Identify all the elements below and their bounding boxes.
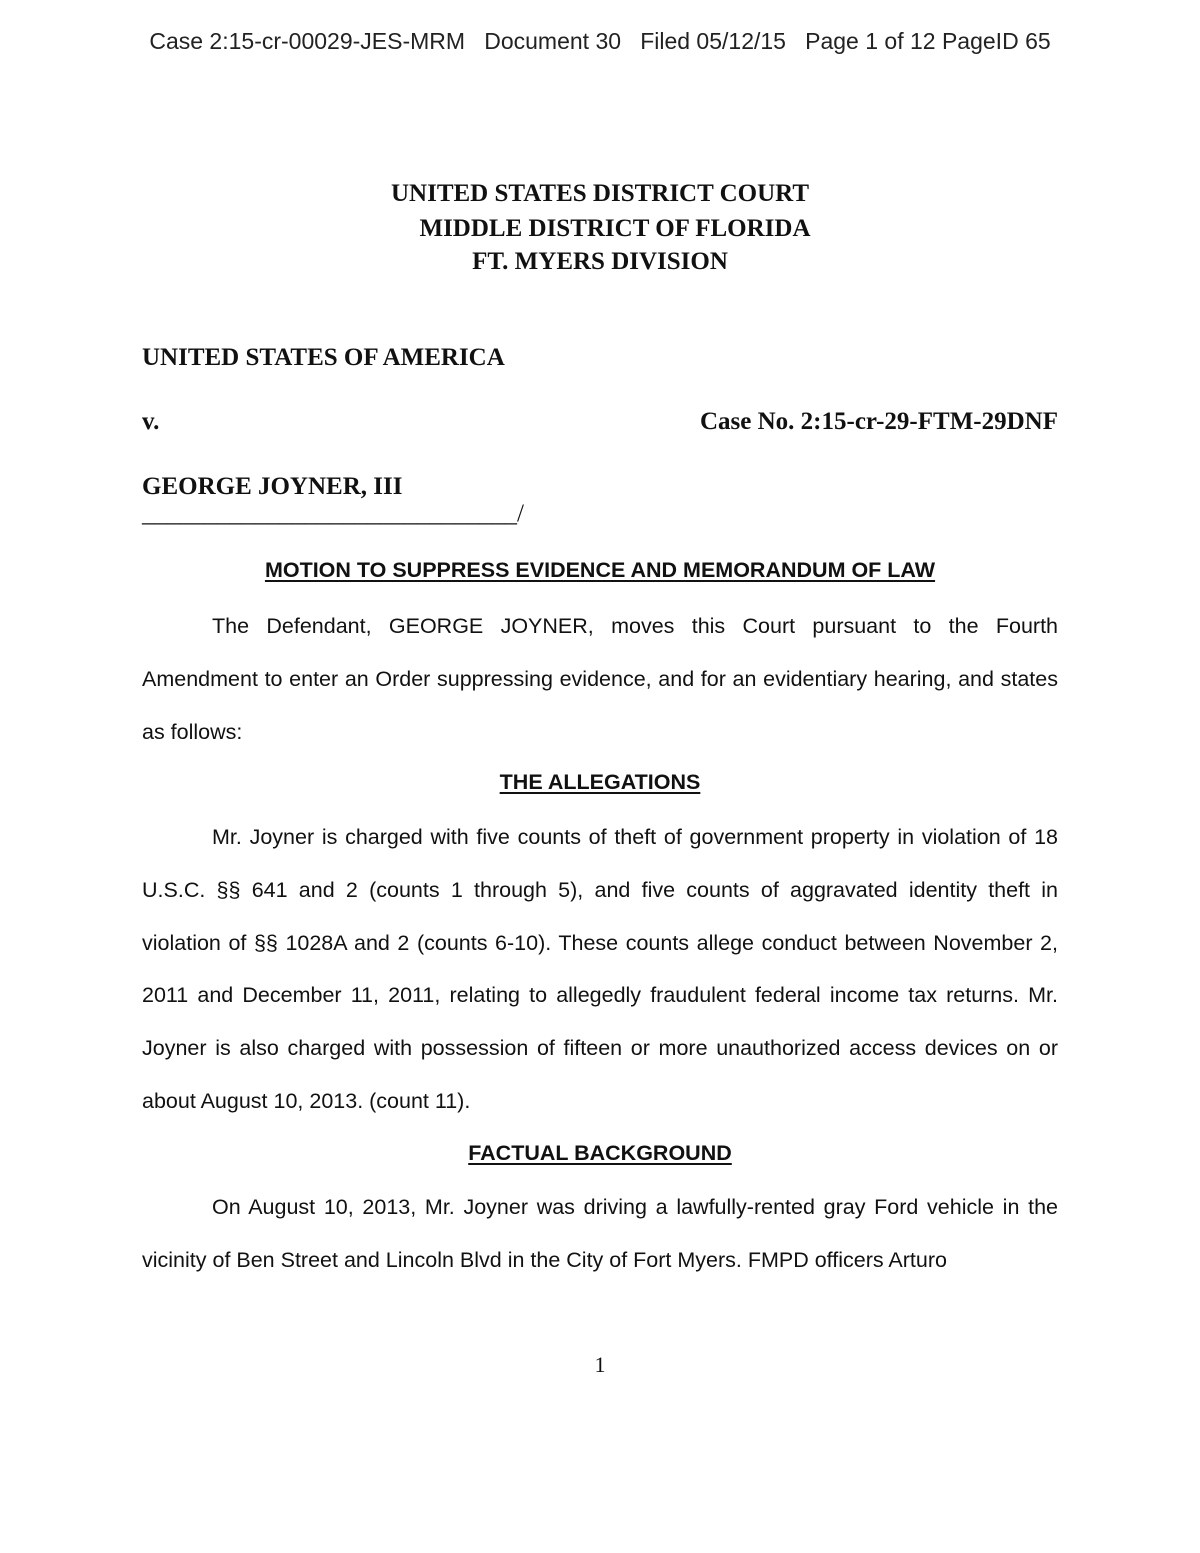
caption-rule: ______________________________/	[142, 500, 524, 527]
intro-text: The Defendant, GEORGE JOYNER, moves this Court pursuant to the Fourth Amendment to enter an Order suppressing evidence, and for an evidentiary hearing, and states as follows:	[142, 614, 1058, 744]
defendant-name: GEORGE JOYNER, III	[142, 473, 403, 500]
page-number: 1	[594, 1352, 606, 1377]
factual-background-heading: FACTUAL BACKGROUND	[468, 1141, 732, 1165]
case-number: Case No. 2:15-cr-29-FTM-29DNF	[700, 408, 1058, 435]
intro-paragraph	[142, 600, 1058, 758]
factual-text: On August 10, 2013, Mr. Joyner was driving a lawfully-rented gray Ford vehicle in the vicinity of Ben Street and Lincoln Blvd in the City of Fort Myers. FMPD officers Arturo	[142, 1195, 1058, 1272]
court-district: MIDDLE DISTRICT OF FLORIDA	[419, 215, 811, 242]
motion-title: MOTION TO SUPPRESS EVIDENCE AND MEMORANDUM OF LAW	[264, 558, 936, 582]
court-name: UNITED STATES DISTRICT COURT	[391, 180, 809, 207]
allegations-text: Mr. Joyner is charged with five counts of theft of government property in violation of 18 U.S.C. §§ 641 and 2 (counts 1 through 5), and five counts of aggravated identity theft in violation of §§ 1028A and 2 (counts 6-10). These counts allege conduct between November 2, 2011 and December 11, 2011, relating to allegedly fraudulent federal income tax returns. Mr. Joyner is also charged with possession of fifteen or more unauthorized access devices on or about August 10, 2013. (count 11).	[142, 825, 1058, 1113]
court-division: FT. MYERS DIVISION	[472, 248, 728, 275]
factual-paragraph	[142, 1181, 1058, 1287]
plaintiff-name: UNITED STATES OF AMERICA	[142, 344, 505, 371]
allegations-paragraph	[142, 811, 1058, 1128]
versus-label: v.	[142, 408, 160, 435]
ecf-header-stamp: Case 2:15-cr-00029-JES-MRM Document 30 Filed 05/12/15 Page 1 of 12 PageID 65	[149, 28, 1051, 54]
allegations-heading: THE ALLEGATIONS	[499, 770, 701, 794]
